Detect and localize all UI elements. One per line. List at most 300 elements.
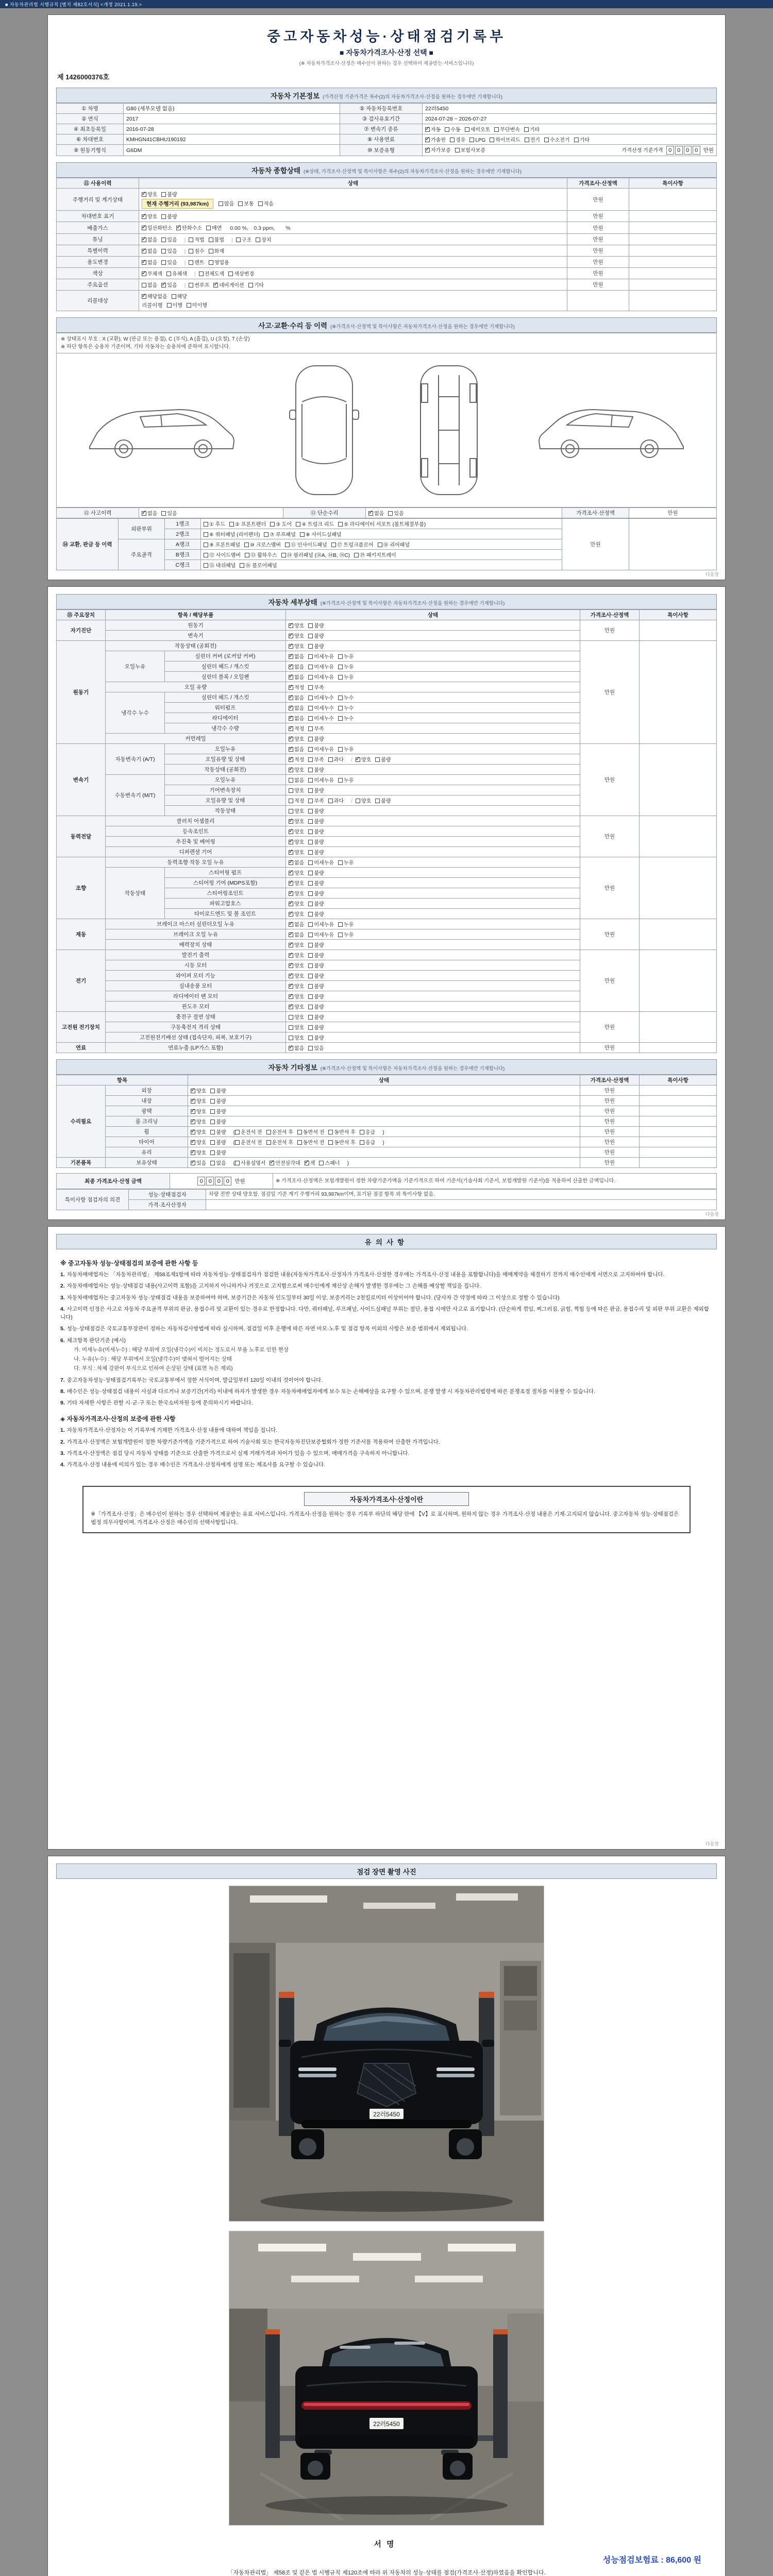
option-불량[interactable]: 불량	[308, 1003, 324, 1010]
option-불량[interactable]: 불량	[308, 766, 324, 773]
option-적정[interactable]: ✓ 적정	[289, 755, 304, 763]
option-있음[interactable]: ✓ 있음	[191, 1159, 206, 1166]
checkbox-icon	[328, 1140, 333, 1145]
option-불량[interactable]: 불량	[308, 735, 324, 742]
device-price: 만원	[580, 641, 640, 744]
option-미세누유[interactable]: 미세누유	[308, 745, 334, 753]
option-미세누유[interactable]: 미세누유	[308, 858, 334, 866]
option-동반석 후[interactable]: 동반석 후	[328, 1138, 355, 1146]
option-양호[interactable]: ✓ 양호	[191, 1138, 206, 1146]
checkbox-icon	[289, 737, 293, 741]
checkbox-icon	[210, 1109, 215, 1114]
section-notices: 유의사항	[56, 1234, 717, 1249]
part-option[interactable]: ⑧ 사이드실패널	[300, 530, 342, 538]
option-장치[interactable]: 장치	[256, 235, 271, 243]
option-양호[interactable]: ✓ 양호	[289, 879, 304, 887]
option-사용설명서[interactable]: 사용설명서	[235, 1159, 265, 1166]
checkbox-icon	[142, 192, 146, 197]
option-있음[interactable]: 있음	[308, 1044, 324, 1052]
option-미세누유[interactable]: 미세누유	[308, 776, 334, 784]
exchange-rank-table	[56, 518, 717, 570]
option-불량[interactable]: 불량	[308, 941, 324, 948]
option-있음[interactable]: 있음	[161, 247, 177, 255]
device-item: 실린더 블록 / 오일팬	[165, 672, 286, 682]
detail-header-item: 항목 / 해당부품	[106, 610, 286, 620]
option-미이행[interactable]: 미이행	[187, 301, 207, 309]
part-option[interactable]: ⑤ 라디에이터 서포트 (볼트체결부품)	[338, 520, 426, 528]
option-안전삼각대[interactable]: ✓ 안전삼각대	[270, 1159, 300, 1166]
option-LPG[interactable]: LPG	[469, 138, 485, 143]
option-양호[interactable]: 양호	[289, 1013, 304, 1021]
checkbox-icon	[235, 1140, 240, 1145]
option-잭[interactable]: ✓ 잭	[305, 1159, 315, 1166]
option-양호[interactable]: ✓ 양호	[289, 817, 304, 825]
option-불량[interactable]: 불량	[308, 869, 324, 876]
option-수동[interactable]: 수동	[445, 125, 460, 133]
option-누유[interactable]: 누유	[338, 745, 354, 753]
option-불량[interactable]: 불량	[210, 1138, 226, 1146]
option-양호[interactable]: ✓ 양호	[191, 1117, 206, 1125]
option-양호[interactable]: ✓ 양호	[191, 1097, 206, 1105]
row-price: 만원	[567, 211, 629, 222]
option-해당없음[interactable]: ✓해당없음	[142, 292, 167, 300]
option-색상변경[interactable]: 색상변경	[228, 269, 254, 277]
option-부족[interactable]: 부족	[308, 683, 324, 691]
option-양호[interactable]: ✓양호	[142, 190, 157, 198]
option-일산화탄소[interactable]: ✓ 일산화탄소	[142, 224, 172, 231]
option-하이브리드[interactable]: 하이브리드	[490, 135, 520, 143]
part-option[interactable]: ⑬ 휠하우스	[245, 551, 277, 558]
option-불량[interactable]: 불량	[308, 889, 324, 897]
checkbox-icon	[308, 706, 313, 710]
rank-parts	[201, 529, 562, 539]
option-운전석 전[interactable]: 운전석 전	[235, 1138, 262, 1146]
option-불량[interactable]: 불량	[210, 1128, 226, 1136]
row-price: 만원	[567, 268, 629, 279]
option-양호[interactable]: 양호	[289, 786, 304, 794]
option-양호[interactable]: ✓ 양호	[289, 766, 304, 773]
option-응급[interactable]: 응급	[360, 1128, 375, 1136]
device-state	[286, 692, 580, 703]
next-page-hint: 다음장	[705, 1841, 719, 1846]
option-누유[interactable]: 누유	[338, 858, 354, 866]
checkbox-icon	[308, 1036, 313, 1040]
option-있음[interactable]: 있음	[161, 258, 177, 266]
option-불량[interactable]: 불량	[308, 879, 324, 887]
option-양호[interactable]: ✓ 양호	[289, 838, 304, 845]
checkbox-icon	[308, 799, 313, 803]
part-option[interactable]: ⑯ 플로어패널	[240, 561, 277, 569]
option-불량[interactable]: 불량	[161, 190, 177, 198]
part-option[interactable]: ⑱ 리어패널	[378, 540, 410, 548]
option-보험사보증[interactable]: 보험사보증	[455, 146, 485, 154]
checkbox-icon	[289, 665, 293, 669]
option-있음[interactable]: 있음	[161, 509, 177, 517]
notice-section	[60, 1259, 713, 1407]
engine-type-label: ⑨ 원동기형식	[57, 145, 124, 156]
option-양호[interactable]: ✓ 양호	[289, 982, 304, 990]
option-운전석 후[interactable]: 운전석 후	[266, 1138, 293, 1146]
device-price: 만원	[580, 857, 640, 919]
checkbox-icon	[204, 532, 208, 537]
option-부족[interactable]: 부족	[308, 724, 324, 732]
row-note	[629, 279, 717, 291]
option-불량[interactable]: 불량	[375, 755, 391, 763]
option-양호[interactable]: ✓ 양호	[289, 951, 304, 959]
option-유채색[interactable]: 유채색	[166, 269, 187, 277]
option-불량[interactable]: 불량	[308, 848, 324, 856]
device-state	[286, 960, 580, 971]
option-자가보증[interactable]: ✓ 자가보증	[425, 146, 451, 154]
option-양호[interactable]: ✓ 양호	[289, 910, 304, 918]
inspection-insurance-fee: 성능점검보험료 : 86,600 원	[602, 2556, 701, 2565]
option-양호[interactable]: 양호	[289, 1023, 304, 1031]
device-row	[57, 950, 717, 960]
option-없음[interactable]: ✓ 없음	[289, 673, 304, 681]
checkbox-icon	[210, 1099, 215, 1104]
option-미세누수[interactable]: 미세누수	[308, 714, 334, 722]
part-option[interactable]: ⑦ 루프패널	[264, 530, 295, 538]
checkbox-icon	[331, 543, 336, 547]
part-option[interactable]: ③ 도어	[270, 520, 292, 528]
device-item: 오일 유량	[106, 682, 286, 692]
car-diagram-underbody	[410, 361, 488, 500]
option-미세누유[interactable]: 미세누유	[308, 673, 334, 681]
option-불법[interactable]: 불법	[209, 235, 224, 243]
row-price: 만원	[567, 222, 629, 234]
option-불량[interactable]: 불량	[210, 1117, 226, 1125]
option-없음[interactable]: ✓ 없음	[142, 258, 157, 266]
checkbox-icon	[289, 953, 293, 958]
option-없음[interactable]: ✓ 없음	[289, 704, 304, 711]
option-수소전기[interactable]: 수소전기	[544, 135, 570, 143]
option-누유[interactable]: 누유	[338, 776, 354, 784]
option-없음[interactable]: ✓ 없음	[289, 858, 304, 866]
option-없음[interactable]: ✓ 없음	[142, 509, 157, 517]
detail-header-device: ⑮ 주요장치	[57, 610, 106, 620]
part-option[interactable]: ⑰ 트렁크플로어	[331, 540, 374, 548]
row-state: ✓ 없음 있음 | 렌트 영업용	[139, 257, 567, 268]
option-양호[interactable]: ✓ 양호	[191, 1087, 206, 1094]
option-없음[interactable]: ✓ 없음	[142, 247, 157, 255]
device-row	[57, 641, 717, 651]
checkbox-icon	[465, 127, 469, 132]
option-없음[interactable]: ✓ 없음	[289, 1044, 304, 1052]
option-구조[interactable]: 구조	[236, 235, 251, 243]
option-불량[interactable]: 불량	[308, 1013, 324, 1021]
device-item: 오일유량 및 상태	[165, 795, 286, 806]
checkbox-icon	[308, 737, 313, 741]
device-row	[57, 744, 717, 754]
option-없음[interactable]: 없음	[142, 281, 157, 289]
option-미세누유[interactable]: 미세누유	[308, 930, 334, 938]
checkbox-icon	[248, 283, 253, 287]
option-불량[interactable]: 불량	[308, 838, 324, 845]
comprehensive-row	[57, 279, 717, 291]
option-없음[interactable]: ✓ 없음	[289, 652, 304, 660]
option-양호[interactable]: 양호	[356, 796, 371, 804]
option-불량[interactable]: 불량	[308, 807, 324, 815]
option-없음[interactable]: ✓ 없음	[289, 693, 304, 701]
device-state	[286, 662, 580, 672]
option-많음[interactable]: 많음	[219, 199, 234, 207]
option-누수[interactable]: 누수	[338, 714, 354, 722]
checkbox-icon	[308, 984, 313, 989]
device-state	[286, 641, 580, 651]
part-option[interactable]: ⑭ 필러패널 (⑭A, ⑭B, ⑭C)	[281, 551, 350, 558]
option-없음[interactable]: 없음	[289, 776, 304, 784]
checkbox-icon	[289, 1005, 293, 1009]
device-price: 만원	[580, 1043, 640, 1053]
option-불량[interactable]: 불량	[308, 1023, 324, 1031]
option-부족[interactable]: 부족	[308, 755, 324, 763]
checkbox-icon	[328, 757, 333, 762]
option-양호[interactable]: 양호	[289, 1033, 304, 1041]
option-불량[interactable]: 불량	[375, 796, 391, 804]
option-없음[interactable]: ✓ 없음	[289, 714, 304, 722]
option-기타[interactable]: 기타	[524, 125, 540, 133]
option-누유[interactable]: 누유	[338, 663, 354, 670]
option-자동[interactable]: ✓ 자동	[425, 125, 441, 133]
option-불량[interactable]: 불량	[308, 992, 324, 1000]
row-label: 튜닝	[57, 234, 139, 245]
option-과다[interactable]: 과다	[328, 796, 344, 804]
option-해당[interactable]: 해당	[172, 292, 187, 300]
option-불량[interactable]: 불량	[308, 817, 324, 825]
option-과다[interactable]: 과다	[328, 755, 344, 763]
option-이행[interactable]: 이행	[167, 301, 182, 309]
option-미세누유[interactable]: 미세누유	[308, 663, 334, 670]
notice-item: 9. 기타 자세한 사항은 관할 시·군·구 또는 한국소비자원 등에 문의하시기 바랍니다.	[60, 1400, 253, 1406]
part-option[interactable]: ⑨ 프론트패널	[204, 540, 240, 548]
amount-digit: 0	[693, 146, 700, 155]
option-불량[interactable]: 불량	[308, 972, 324, 979]
option-보통[interactable]: 보통	[238, 199, 254, 207]
option-미세누수[interactable]: 미세누수	[308, 704, 334, 711]
checkbox-icon	[142, 294, 146, 299]
option-양호[interactable]: ✓ 양호	[142, 212, 157, 220]
detail-table	[56, 609, 717, 1053]
option-적음[interactable]: 적음	[258, 199, 274, 207]
reg-no-value: 22러5450	[423, 104, 717, 114]
option-침수[interactable]: 침수	[189, 247, 204, 255]
option-화재[interactable]: 화재	[209, 247, 224, 255]
option-불량[interactable]: 불량	[308, 827, 324, 835]
option-운전석 후[interactable]: 운전석 후	[266, 1128, 293, 1136]
checkbox-icon	[289, 696, 293, 700]
device-item: 실린더 헤드 / 개스킷	[165, 692, 286, 703]
option-적정[interactable]: ✓ 적정	[289, 683, 304, 691]
option-미세누유[interactable]: 미세누유	[308, 652, 334, 660]
device-state: ✓ 있음 없음 ( 사용설명서 ✓ 안전삼각대 ✓ 잭 스패너 )	[188, 1158, 580, 1168]
option-부족[interactable]: 부족	[308, 796, 324, 804]
option-전체도색[interactable]: 전체도색	[199, 269, 225, 277]
option-있음[interactable]: ✓ 있음	[161, 281, 177, 289]
option-운전석 전[interactable]: 운전석 전	[235, 1128, 262, 1136]
device-state	[286, 775, 580, 785]
device-price: 만원	[580, 816, 640, 857]
option-동반석 후[interactable]: 동반석 후	[328, 1128, 355, 1136]
device-item: 스티어링 기어 (MDPS포함)	[165, 878, 286, 888]
option-누유[interactable]: 누유	[338, 673, 354, 681]
option-양호[interactable]: ✓ 양호	[289, 621, 304, 629]
checkbox-icon	[191, 1140, 195, 1145]
part-option[interactable]: ⑥ 쿼터패널 (리어펜더)	[204, 530, 260, 538]
option-불량[interactable]: 불량	[308, 632, 324, 639]
option-불량[interactable]: 불량	[308, 621, 324, 629]
option-양호[interactable]: ✓ 양호	[289, 889, 304, 897]
option-무단변속[interactable]: 무단변속	[494, 125, 520, 133]
option-있음[interactable]: 있음	[161, 235, 177, 243]
checkbox-icon	[289, 757, 293, 762]
option-없음[interactable]: ✓ 없음	[289, 930, 304, 938]
option-탄화수소[interactable]: ✓ 탄화수소	[176, 224, 202, 231]
option-렌트[interactable]: 렌트	[189, 258, 204, 266]
option-양호[interactable]: ✓ 양호	[289, 642, 304, 650]
device-item: 스티어링 펌프	[165, 868, 286, 878]
checkbox-icon	[142, 249, 146, 253]
option-양호[interactable]: ✓ 양호	[356, 755, 371, 763]
option-불량[interactable]: 불량	[210, 1087, 226, 1094]
option-불량[interactable]: 불량	[210, 1148, 226, 1156]
checkbox-icon	[356, 757, 360, 762]
option-미세누유[interactable]: 미세누유	[308, 920, 334, 928]
option-양호[interactable]: 양호	[289, 807, 304, 815]
device-item: 휠	[106, 1127, 188, 1137]
device-note	[640, 919, 717, 950]
option-없음[interactable]: ✓ 없음	[289, 745, 304, 753]
device-state	[286, 620, 580, 631]
device-group: 전기	[57, 950, 106, 1012]
option-불량[interactable]: 불량	[308, 786, 324, 794]
option-불량[interactable]: 불량	[308, 910, 324, 918]
device-group: 동력전달	[57, 816, 106, 857]
option-누유[interactable]: 누유	[338, 930, 354, 938]
option-양호[interactable]: ✓ 양호	[289, 972, 304, 979]
option-불량[interactable]: 불량	[210, 1107, 226, 1115]
option-가솔린[interactable]: ✓ 가솔린	[425, 135, 446, 143]
row-state: ✓ 일산화탄소 ✓ 탄화수소 매연 0.00 %, 0.3 ppm, %	[139, 222, 567, 234]
option-영업용[interactable]: 영업용	[209, 258, 229, 266]
option-없음[interactable]: ✓ 없음	[368, 509, 384, 517]
option-없음[interactable]: ✓ 없음	[142, 235, 157, 243]
option-불량[interactable]: 불량	[308, 961, 324, 969]
part-option[interactable]: ⑩ 크로스멤버	[244, 540, 281, 548]
part-option[interactable]: ⑪ 인사이드패널	[285, 540, 327, 548]
option-누유[interactable]: 누유	[338, 652, 354, 660]
option-누유[interactable]: 누유	[338, 920, 354, 928]
option-무채색[interactable]: ✓ 무채색	[142, 269, 162, 277]
checkbox-icon	[289, 933, 293, 937]
device-state	[286, 734, 580, 744]
option-스패너[interactable]: 스패너	[319, 1159, 340, 1166]
option-양호[interactable]: ✓ 양호	[289, 900, 304, 907]
option-양호[interactable]: ✓ 양호	[289, 992, 304, 1000]
option-누수[interactable]: 누수	[338, 693, 354, 701]
option-기타[interactable]: 기타	[248, 281, 264, 289]
part-option[interactable]: ⑲ 패키지트레이	[354, 551, 396, 558]
part-option[interactable]: ② 프론트펜더	[229, 520, 266, 528]
option-없음[interactable]: ✓ 없음	[289, 920, 304, 928]
option-적법[interactable]: 적법	[189, 235, 204, 243]
checkbox-icon	[544, 138, 549, 142]
row-state: ✓ 무채색 유채색 | 전체도색 색상변경	[139, 268, 567, 279]
checkbox-icon	[308, 757, 313, 762]
option-양호[interactable]: ✓ 양호	[289, 1003, 304, 1010]
option-응급[interactable]: 응급	[360, 1138, 375, 1146]
option-불량[interactable]: 불량	[161, 212, 177, 220]
option-동반석 전[interactable]: 동반석 전	[297, 1138, 324, 1146]
row-note	[629, 268, 717, 279]
device-state	[286, 991, 580, 1002]
option-양호[interactable]: ✓ 양호	[191, 1128, 206, 1136]
device-state	[286, 1022, 580, 1032]
option-적정[interactable]: 적정	[289, 796, 304, 804]
option-양호[interactable]: ✓ 양호	[191, 1107, 206, 1115]
checkbox-icon	[210, 1130, 215, 1134]
option-세미오토[interactable]: 세미오토	[465, 125, 491, 133]
device-state	[286, 1002, 580, 1012]
option-양호[interactable]: ✓ 양호	[191, 1148, 206, 1156]
option-누수[interactable]: 누수	[338, 704, 354, 711]
option-썬루프[interactable]: 썬루프	[189, 281, 209, 289]
row-price: 만원	[567, 245, 629, 257]
option-불량[interactable]: 불량	[308, 642, 324, 650]
option-불량[interactable]: 불량	[308, 982, 324, 990]
option-불량[interactable]: 불량	[210, 1097, 226, 1105]
option-매연[interactable]: 매연	[206, 224, 222, 231]
checkbox-icon	[289, 654, 293, 659]
option-적정[interactable]: ✓ 적정	[289, 724, 304, 732]
option-양호[interactable]: ✓ 양호	[289, 961, 304, 969]
checkbox-icon	[191, 1150, 195, 1155]
part-option[interactable]: ④ 트렁크 리드	[296, 520, 334, 528]
option-불량[interactable]: 불량	[308, 1033, 324, 1041]
option-전기[interactable]: 전기	[525, 135, 540, 143]
device-state	[286, 888, 580, 899]
option-양호[interactable]: ✓ 양호	[289, 827, 304, 835]
notice-item: 1. 자동차매매업자는 「자동차관리법」 제58조제1항에 따라 자동차성능·상태점검자가 점검한 내용(자동차가격조사·산정자가 가격조사·산정한 경우에는 가격조사·산정 내용을 포함합니다)을 매매계약을 체결하기 전까지 매수인에게 서면으로 고지하여야 합니다.	[60, 1272, 665, 1278]
option-동반석 전[interactable]: 동반석 전	[297, 1128, 324, 1136]
checkbox-icon	[289, 922, 293, 927]
option-양호[interactable]: ✓ 양호	[289, 848, 304, 856]
option-경유[interactable]: 경유	[450, 135, 465, 143]
device-state: 적정 부족 과다 / 양호 불량	[286, 795, 580, 806]
option-있음[interactable]: 있음	[388, 509, 404, 517]
option-기타[interactable]: 기타	[574, 135, 590, 143]
option-네비게이션[interactable]: ✓ 네비게이션	[213, 281, 244, 289]
device-note	[640, 1116, 717, 1127]
device-item: 실내송풍 모터	[106, 981, 286, 991]
device-item: 발전기 출력	[106, 950, 286, 960]
option-양호[interactable]: ✓ 양호	[289, 735, 304, 742]
option-불량[interactable]: 불량	[308, 951, 324, 959]
part-option[interactable]: ⑫ 사이드멤버	[204, 551, 241, 558]
rank-parts	[201, 560, 562, 570]
checkbox-icon	[445, 127, 449, 132]
device-note	[640, 1158, 717, 1168]
option-미세누수[interactable]: 미세누수	[308, 693, 334, 701]
option-양호[interactable]: ✓ 양호	[289, 869, 304, 876]
part-option[interactable]: ① 후드	[204, 520, 225, 528]
option-양호[interactable]: ✓ 양호	[289, 941, 304, 948]
option-없음[interactable]: ✓ 없음	[289, 663, 304, 670]
part-option[interactable]: ⑮ 대쉬패널	[204, 561, 236, 569]
document-note: (※ 자동차가격조사·산정은 매수인이 원하는 경우 선택하여 제공받는 서비스입니다)	[299, 61, 474, 66]
option-불량[interactable]: 불량	[308, 900, 324, 907]
option-양호[interactable]: ✓ 양호	[289, 632, 304, 639]
option-없음[interactable]: 없음	[210, 1159, 226, 1166]
